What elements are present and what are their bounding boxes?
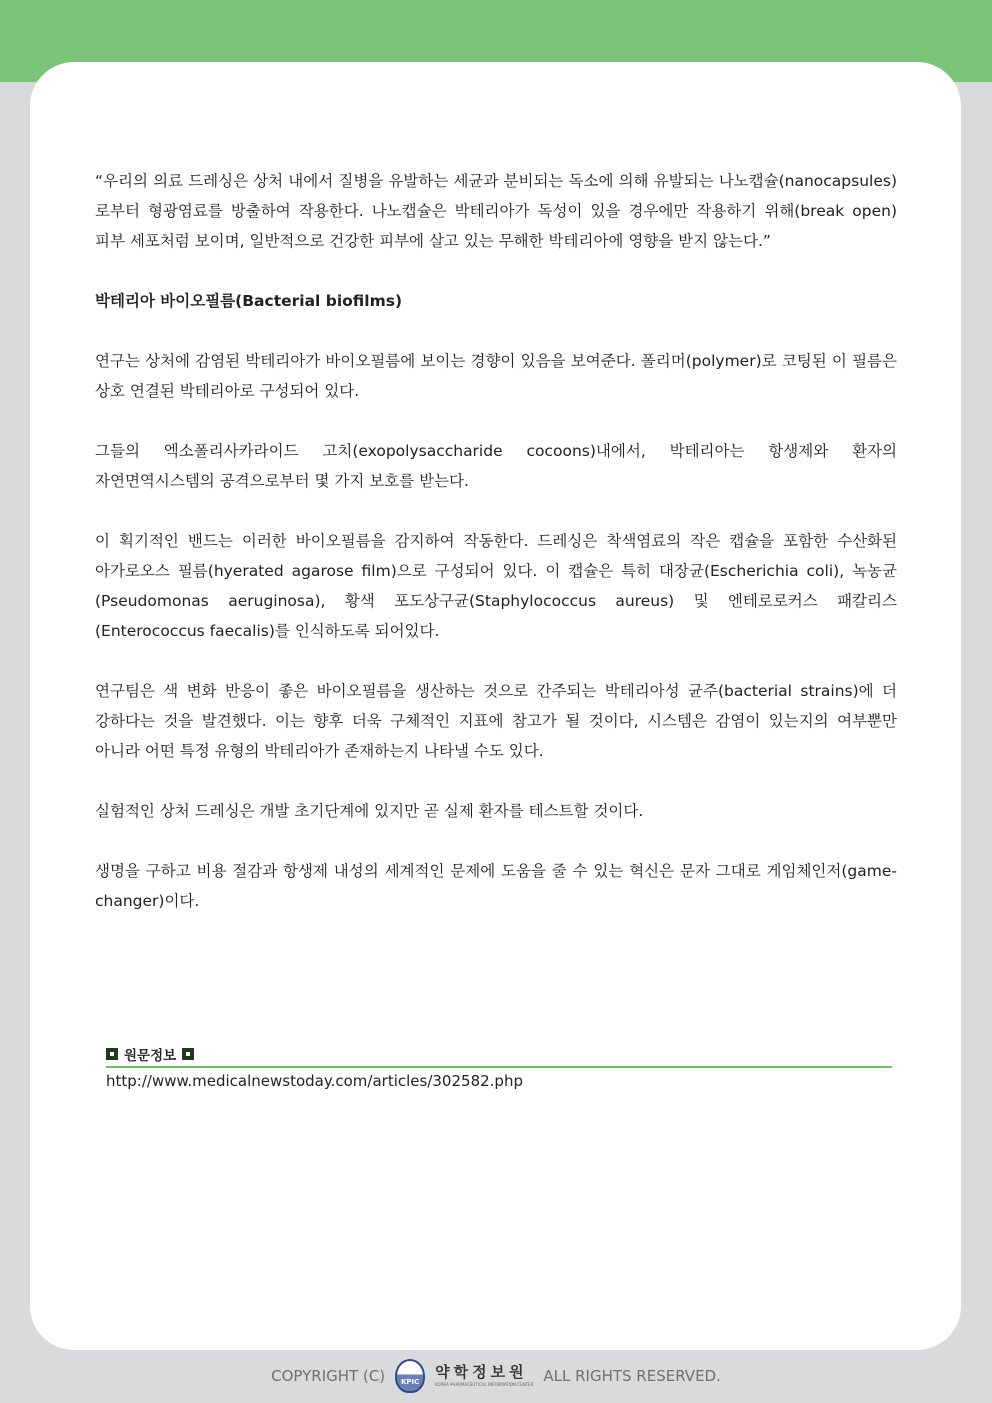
- square-bullet-icon: [182, 1048, 194, 1060]
- kpic-logo-icon: [395, 1359, 425, 1393]
- source-title: 원문정보: [124, 1048, 177, 1064]
- rights-text: ALL RIGHTS RESERVED.: [543, 1367, 721, 1385]
- footer: [0, 1356, 992, 1396]
- article-body: [95, 166, 897, 946]
- emblem-text: KPIC: [401, 1378, 420, 1386]
- org-logo: [435, 1365, 533, 1387]
- paragraph: 생명을 구하고 비용 절감과 항생제 내성의 세계적인 문제에 도움을 줄 수 있는 혁신은 문자 그대로 게임체인저(game-changer)이다.: [95, 862, 897, 910]
- paragraph: 연구는 상처에 감염된 박테리아가 바이오필름에 보이는 경향이 있음을 보여준다. 폴리머(polymer)로 코팅된 이 필름은 상호 연결된 박테리아로 구성되어 있다.: [95, 352, 897, 400]
- org-subtitle: KOREA PHARMACEUTICAL INFORMATION CENTER: [435, 1382, 534, 1387]
- source-header: [106, 1044, 892, 1068]
- source-info: [106, 1044, 892, 1092]
- paragraph: 실험적인 상처 드레싱은 개발 초기단계에 있지만 곧 실제 환자를 테스트할 것이다.: [95, 802, 644, 820]
- paragraph: 이 획기적인 밴드는 이러한 바이오필름을 감지하여 작동한다. 드레싱은 착색염료의 작은 캡슐을 포함한 수산화된 아가로오스 필름(hyerated agarose film)으로 구성되어 있다. 이 캡슐은 특히 대장균(Escherichia coli), 녹농균(Pseudomonas aeruginosa), 황색 포도상구균(Staphylococcus aureus) 및 엔테로로커스 패칼리스(Enterococcus faecalis)를 인식하도록 되어있다.: [95, 532, 897, 640]
- paragraph: 연구팀은 색 변화 반응이 좋은 바이오필름을 생산하는 것으로 간주되는 박테리아성 균주(bacterial strains)에 더 강하다는 것을 발견했다. 이는 향후 더욱 구체적인 지표에 참고가 될 것이다, 시스템은 감염이 있는지의 여부뿐만 아니라 어떤 특정 유형의 박테리아가 존재하는지 나타낼 수도 있다.: [95, 682, 897, 760]
- square-bullet-icon: [106, 1048, 118, 1060]
- section-heading: 박테리아 바이오필름(Bacterial biofilms): [95, 292, 403, 310]
- copyright-text: COPYRIGHT (C): [271, 1367, 386, 1385]
- source-url-link[interactable]: http://www.medicalnewstoday.com/articles/302582.php: [106, 1072, 523, 1090]
- quote-paragraph: “우리의 의료 드레싱은 상처 내에서 질병을 유발하는 세균과 분비되는 독소에 의해 유발되는 나노캡슐(nanocapsules)로부터 형광염료를 방출하여 작용한다. 나노캡슐은 박테리아가 독성이 있을 경우에만 작용하기 위해(break open) 피부 세포처럼 보이며, 일반적으로 건강한 피부에 살고 있는 무해한 박테리아에 영향을 받지 않는다.”: [95, 172, 897, 250]
- paragraph: 그들의 엑소폴리사카라이드 고치(exopolysaccharide cocoons)내에서, 박테리아는 항생제와 환자의 자연면역시스템의 공격으로부터 몇 가지 보호를 받는다.: [95, 442, 897, 490]
- org-name: 약학정보원: [435, 1363, 528, 1381]
